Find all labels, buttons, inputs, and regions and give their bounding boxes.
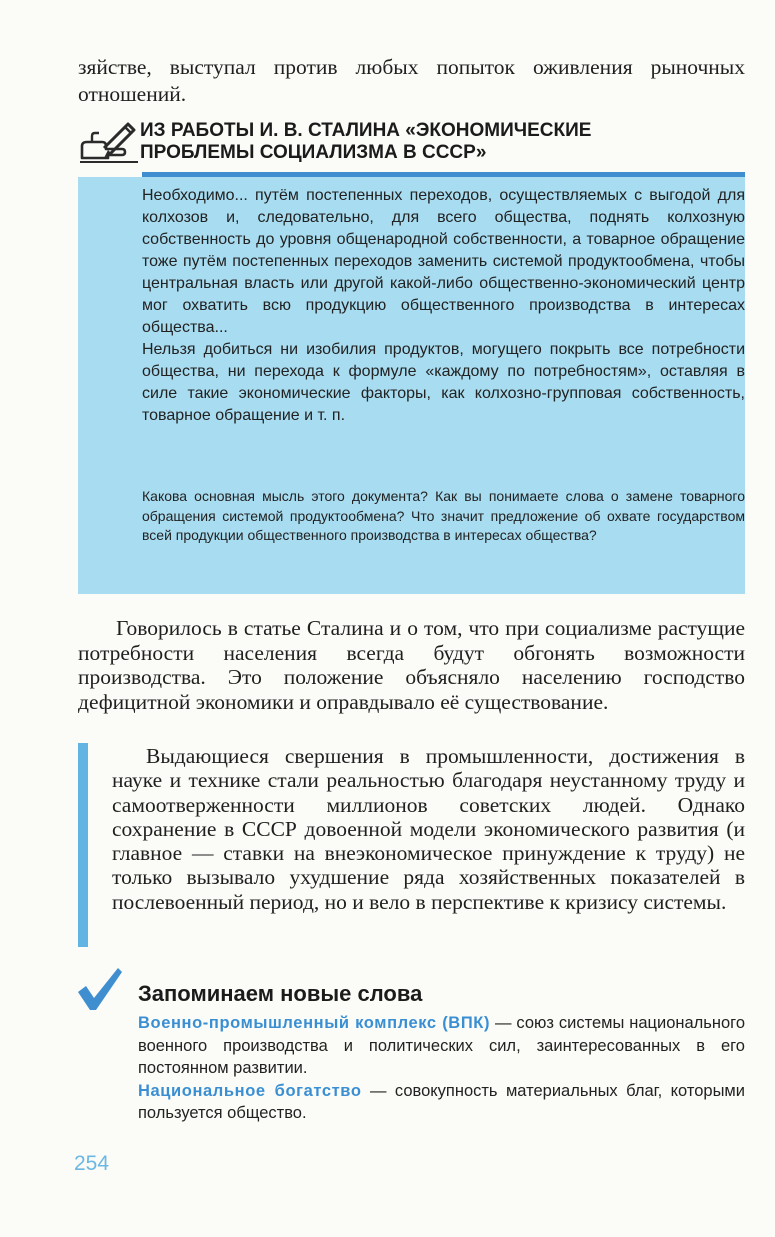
vocabulary-term: Военно-промышленный комплекс (ВПК) (138, 1014, 491, 1032)
vocabulary-item (138, 1080, 745, 1125)
document-title-line-1: ИЗ РАБОТЫ И. В. СТАЛИНА «ЭКОНОМИЧЕСКИЕ (140, 120, 592, 141)
vocabulary-item (138, 1012, 745, 1080)
vocabulary-term: Национальное богатство (138, 1081, 362, 1100)
vocabulary-definition: — союз системы национального военного производства и политических сил, заинтересованных в его постоянном развитии. (138, 1014, 746, 1077)
conclusion-block (112, 744, 745, 914)
hand-writing-icon (78, 118, 140, 166)
document-header (78, 118, 745, 170)
intro-text: зяйстве, выступал против любых попыток оживления рыночных отношений. (78, 55, 745, 106)
intro-paragraph (78, 54, 745, 108)
vocabulary-definition: — совокупность материальных благ, которыми пользуется общество. (138, 1081, 745, 1122)
document-title (140, 120, 740, 164)
document-excerpt-box (78, 177, 745, 594)
document-questions: Какова основная мысль этого документа? Как вы понимаете слова о замене товарного обращения системой продуктообмена? Что значит предложение об охвате государством всей продукции общественного производства в интересах общества? (142, 488, 745, 543)
body-paragraph (78, 616, 745, 714)
body-paragraph-text: Говорилось в статье Сталина и о том, что при социализме растущие потребности населения всегда будут обгонять возможности производства. Это положение объясняло населению господство дефицитной экономики и оправдывало её существование. (78, 616, 745, 714)
conclusion-text: Выдающиеся свершения в промышленности, достижения в науке и технике стали реальностью благодаря неустанному труду и самоотверженности миллионов советских людей. Однако сохранение в СССР довоенной модели экономического развития (и главное — ставки на внеэкономическое принуждение к труду) не только вызывало ухудшение ряда хозяйственных показателей в послевоенный период, но и вело в перспективе к кризису системы. (112, 744, 745, 914)
document-paragraph-2: Нельзя добиться ни изобилия продуктов, могущего покрыть все потребности общества, ни перехода к формуле «каждому по потребностям», оставляя в силе такие экономические факторы, как колхозно-групповая собственность, товарное обращение и т. п. (142, 341, 745, 424)
document-title-line-2: ПРОБЛЕМЫ СОЦИАЛИЗМА В СССР» (140, 142, 487, 163)
vocabulary-title: Запоминаем новые слова (138, 981, 423, 1006)
checkmark-icon (76, 966, 124, 1014)
page-number: 254 (74, 1152, 110, 1175)
conclusion-marker-bar (78, 743, 88, 947)
document-text (142, 185, 745, 427)
document-paragraph-1: Необходимо... путём постепенных переходов, осуществляемых с выгодой для колхозов и, следовательно, для всего общества, поднять колхозную собственность до уровня общенародной собственности, а товарное обращение тоже путём постепенных переходов заменить системой продуктообмена, чтобы центральная власть или другой какой-либо общественно-экономический центр мог охватить всю продукцию общественного производства в интересах общества... (142, 187, 745, 336)
vocabulary-list (138, 1012, 745, 1125)
